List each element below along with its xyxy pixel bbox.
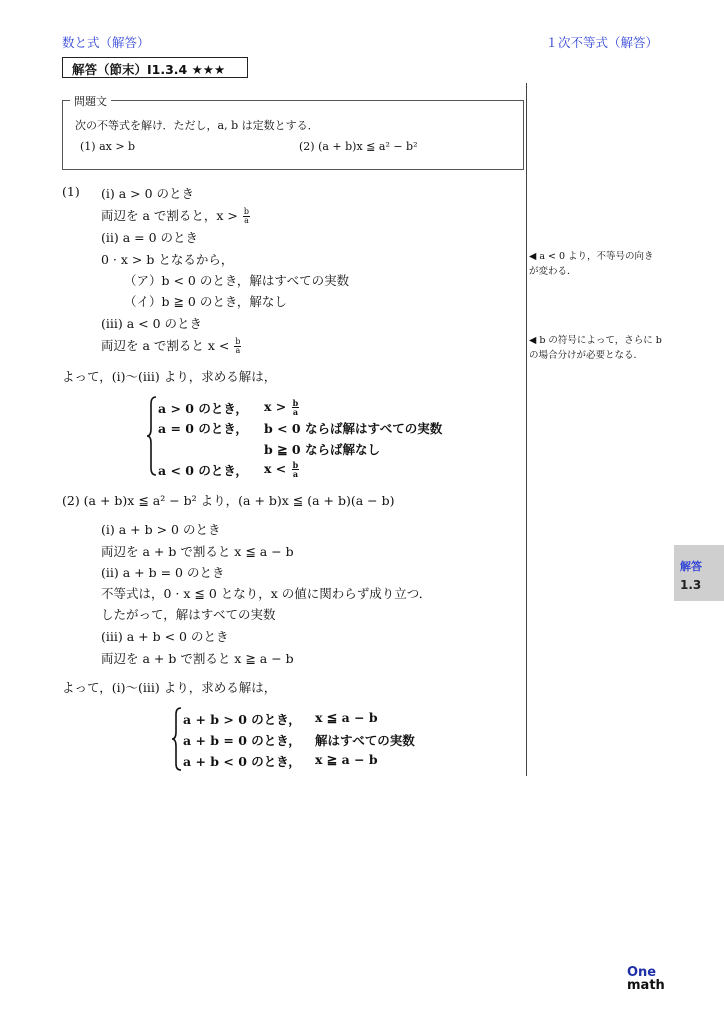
sol1-case2-b: （イ）b ≧ 0 のとき，解なし [124,294,287,309]
frac-num: b [292,460,299,470]
fraction-b-over-a [234,338,241,355]
sol1-case2-a: （ア）b < 0 のとき，解はすべての実数 [124,273,350,288]
frac-den: a [292,407,299,417]
sol2-case2-text2: したがって，解はすべての実数 [101,607,276,622]
header-section: １次不等式（解答） [545,35,658,50]
sol2-case1-text: 両辺を a + b で割ると x ≦ a − b [101,544,294,559]
fraction-b-over-a [243,208,250,225]
sol1-ans-r3-sol: b ≧ 0 ならば解なし [264,442,380,457]
logo-line2: math [627,978,665,993]
sol2-ans-r3-cond: a + b < 0 のとき， [183,754,301,769]
sol1-case1-text [101,206,251,225]
sol1-case2-text: 0 · x > b となるから， [101,252,234,267]
problem-part2: (2) (a + b)x ≦ a² − b² [299,140,418,153]
margin-note-1-line2: が変わる． [529,266,577,277]
frac-num: b [292,398,299,408]
sol1-ans-r4-sol-main: x < [264,461,287,476]
sol1-ans-r2-cond: a = 0 のとき， [158,421,248,436]
sol1-case3-text-main: 両辺を a で割ると x < [101,338,230,353]
section-tab-label: 解答 [680,560,702,573]
sol2-case2: (ii) a + b = 0 のとき [101,565,225,580]
sol1-heading: (1) [62,184,80,199]
sol1-ans-r1-cond: a > 0 のとき， [158,401,248,416]
solution-title: 解答（節末）I1.3.4 ★★★ [62,57,248,78]
sol2-case1: (i) a + b > 0 のとき [101,522,221,537]
sol2-ans-r1-cond: a + b > 0 のとき， [183,712,301,727]
fraction-b-over-a [292,461,300,478]
sol1-case3: (iii) a < 0 のとき [101,316,203,331]
margin-note-2 [529,333,662,363]
margin-note-2-line2: の場合分けが必要となる． [529,350,644,361]
sol2-case3-text: 両辺を a + b で割ると x ≧ a − b [101,651,294,666]
sol1-ans-r2-sol: b < 0 ならば解はすべての実数 [264,421,443,436]
header-chapter: 数と式（解答） [62,35,150,50]
sol1-ans-r4-cond: a < 0 のとき， [158,463,248,478]
margin-note-1-line1: ◀ a < 0 より，不等号の向き [529,251,654,262]
sol1-ans-r4-sol [264,461,300,478]
sol1-case3-text [101,336,242,355]
left-brace-icon [146,396,158,476]
sol2-ans-r3-sol: x ≧ a − b [315,752,378,767]
sol1-case1-text-main: 両辺を a で割ると，x > [101,208,238,223]
problem-part1: (1) ax > b [80,140,136,153]
sol2-case3: (iii) a + b < 0 のとき [101,629,229,644]
margin-note-1 [529,249,654,279]
sol2-ans-r2-cond: a + b = 0 のとき， [183,733,301,748]
onemath-logo [627,966,665,993]
sol2-ans-r2-sol: 解はすべての実数 [315,733,415,748]
sol2-case2-text: 不等式は，0 · x ≦ 0 となり，x の値に関わらず成り立つ． [101,586,432,601]
sol1-conclusion: よって，(i)〜(iii) より，求める解は， [62,369,277,384]
problem-label: 問題文 [70,93,111,109]
sol1-case2: (ii) a = 0 のとき [101,230,199,245]
problem-statement: 次の不等式を解け．ただし，a, b は定数とする． [75,119,319,132]
section-tab[interactable] [674,545,724,601]
fraction-b-over-a [292,399,300,416]
sol1-ans-r1-sol [264,399,300,416]
frac-den: a [244,216,249,225]
frac-den: a [235,346,241,355]
problem-box [62,100,524,170]
sol1-case1: (i) a > 0 のとき [101,186,195,201]
sol2-ans-r1-sol: x ≦ a − b [315,710,378,725]
margin-note-2-line1: ◀ b の符号によって，さらに b [529,335,662,346]
sol2-heading: (2) (a + b)x ≦ a² − b² より，(a + b)x ≦ (a + b)(a − b) [62,493,395,508]
section-tab-number: 1.3 [680,578,702,592]
margin-divider [526,83,527,776]
frac-num: b [243,207,250,216]
frac-num: b [235,337,241,346]
frac-den: a [292,469,299,479]
sol1-ans-r1-sol-main: x > [264,399,287,414]
logo-line1: One [627,965,657,980]
sol2-conclusion: よって，(i)〜(iii) より，求める解は， [62,680,277,695]
left-brace-icon [171,707,183,771]
